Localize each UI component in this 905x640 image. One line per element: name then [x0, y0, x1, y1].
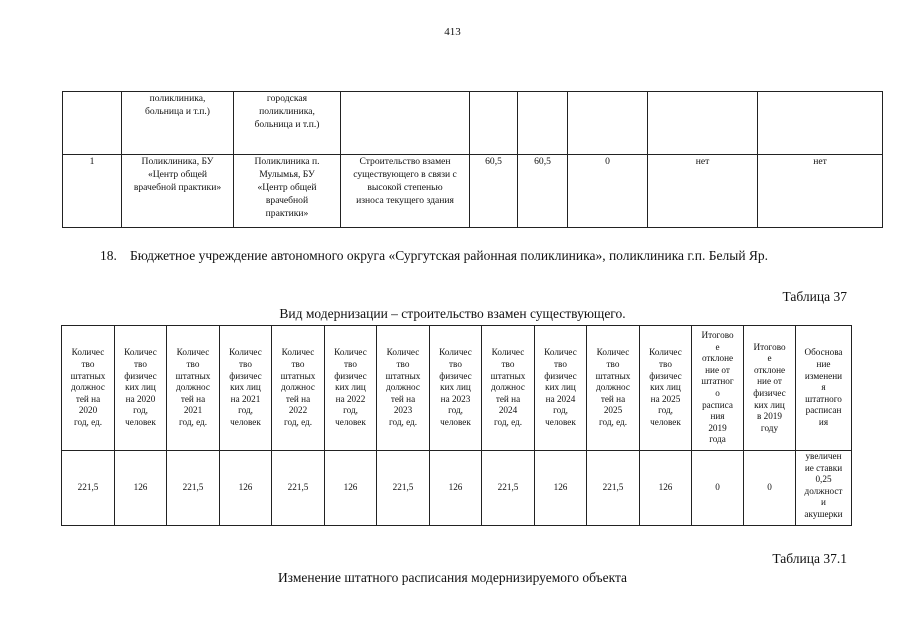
facility-cell: 60,5 — [518, 155, 568, 228]
staffing-table — [61, 325, 852, 526]
facility-cell — [648, 92, 758, 155]
staffing-header-cell: Количес тво физичес ких лиц на 2025 год, человек — [640, 326, 692, 451]
facility-cell: городская поликлиника, больница и т.п.) — [234, 92, 341, 155]
staffing-header-cell: Итогово е отклоне ние от физичес ких лиц в 2019 году — [744, 326, 796, 451]
staffing-value-cell: 126 — [115, 451, 167, 526]
section-number: 18. — [100, 248, 117, 263]
staffing-data-row — [62, 451, 852, 526]
page-number: 413 — [444, 26, 461, 38]
staffing-header-cell: Количес тво штатных должнос тей на 2025 год, ед. — [587, 326, 640, 451]
staffing-value-cell: 221,5 — [587, 451, 640, 526]
staffing-header-row — [62, 326, 852, 451]
facility-cell — [568, 92, 648, 155]
staffing-value-cell: 126 — [220, 451, 272, 526]
facility-cell — [341, 92, 470, 155]
facility-cell: 1 — [63, 155, 122, 228]
facility-cell — [470, 92, 518, 155]
facility-cell: Поликлиника, БУ «Центр общей врачебной практики» — [122, 155, 234, 228]
staffing-header-cell: Итогово е отклоне ние от штатног о расписа ния 2019 года — [692, 326, 744, 451]
staffing-value-cell: 126 — [640, 451, 692, 526]
facility-cell — [63, 92, 122, 155]
facility-table-row — [63, 92, 883, 155]
facility-cell: нет — [758, 155, 883, 228]
table-37-1-label: Таблица 37.1 — [772, 551, 847, 566]
staffing-header-cell: Количес тво штатных должнос тей на 2020 год, ед. — [62, 326, 115, 451]
table-37-1-title: Изменение штатного расписания модернизируемого объекта — [277, 570, 628, 585]
facility-cell: Поликлиника п. Мулымья, БУ «Центр общей врачебной практики» — [234, 155, 341, 228]
staffing-value-cell: 126 — [535, 451, 587, 526]
staffing-header-cell: Обоснова ние изменени я штатного расписан ия — [796, 326, 852, 451]
staffing-header-cell: Количес тво штатных должнос тей на 2022 год, ед. — [272, 326, 325, 451]
staffing-value-cell: 221,5 — [62, 451, 115, 526]
section-text: Бюджетное учреждение автономного округа «Сургутская районная поликлиника», поликлиника г.п. Белый Яр. — [130, 248, 769, 263]
staffing-header-cell: Количес тво штатных должнос тей на 2024 год, ед. — [482, 326, 535, 451]
facility-cell: поликлиника, больница и т.п.) — [122, 92, 234, 155]
staffing-header-cell: Количес тво физичес ких лиц на 2022 год, человек — [325, 326, 377, 451]
staffing-header-cell: Количес тво физичес ких лиц на 2021 год, человек — [220, 326, 272, 451]
staffing-value-cell: 126 — [325, 451, 377, 526]
staffing-value-cell: 221,5 — [482, 451, 535, 526]
table-37-label: Таблица 37 — [782, 289, 847, 304]
facility-cell: нет — [648, 155, 758, 228]
facility-cell — [518, 92, 568, 155]
staffing-value-cell: 221,5 — [167, 451, 220, 526]
staffing-header-cell: Количес тво физичес ких лиц на 2023 год, человек — [430, 326, 482, 451]
facility-cell: 60,5 — [470, 155, 518, 228]
staffing-header-cell: Количес тво штатных должнос тей на 2021 год, ед. — [167, 326, 220, 451]
facility-table — [62, 91, 883, 228]
staffing-value-cell: 0 — [744, 451, 796, 526]
staffing-header-cell: Количес тво физичес ких лиц на 2024 год, человек — [535, 326, 587, 451]
staffing-header-cell: Количес тво физичес ких лиц на 2020 год, человек — [115, 326, 167, 451]
staffing-value-cell: 221,5 — [377, 451, 430, 526]
staffing-value-cell: 221,5 — [272, 451, 325, 526]
table-37-title: Вид модернизации – строительство взамен существующего. — [279, 306, 626, 321]
section-paragraph — [62, 245, 846, 267]
facility-cell: Строительство взамен существующего в связи с высокой степенью износа текущего здания — [341, 155, 470, 228]
facility-cell: 0 — [568, 155, 648, 228]
facility-cell — [758, 92, 883, 155]
staffing-value-cell: 0 — [692, 451, 744, 526]
facility-table-row — [63, 155, 883, 228]
staffing-value-cell: увеличен ие ставки 0,25 должност и акушерки — [796, 451, 852, 526]
staffing-header-cell: Количес тво штатных должнос тей на 2023 год, ед. — [377, 326, 430, 451]
staffing-value-cell: 126 — [430, 451, 482, 526]
